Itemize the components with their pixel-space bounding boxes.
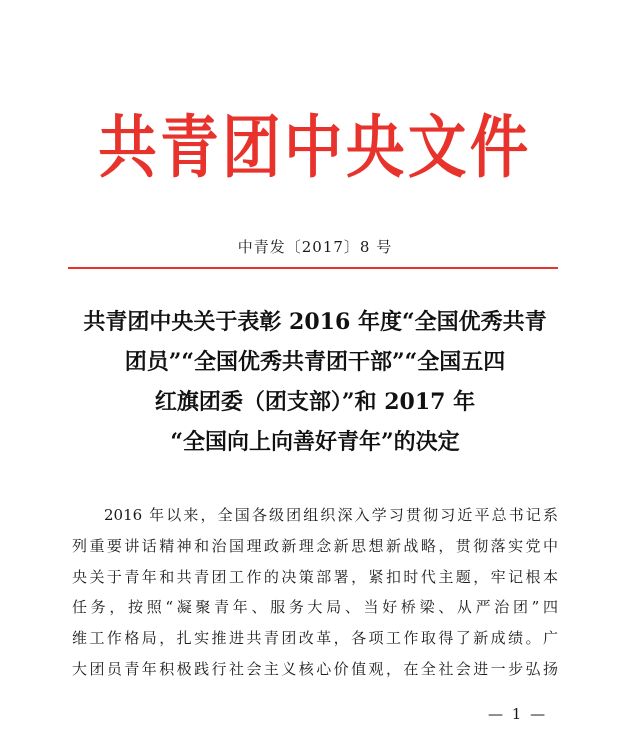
red-divider bbox=[68, 267, 558, 269]
body-line: 任务，按照“凝聚青年、服务大局、当好桥梁、从严治团”四 bbox=[72, 598, 558, 617]
document-title bbox=[40, 302, 590, 462]
document-number: 中青发〔2017〕8 号 bbox=[237, 238, 393, 256]
body-line: 维工作格局，扎实推进共青团改革，各项工作取得了新成绩。广 bbox=[72, 629, 558, 648]
title-line: “全国向上向善好青年”的决定 bbox=[170, 429, 460, 455]
title-line: 共青团中央关于表彰 2016 年度“全国优秀共青 bbox=[83, 309, 547, 335]
body-line: 列重要讲话精神和治国理政新理念新思想新战略，贯彻落实党中 bbox=[72, 536, 558, 555]
body-line: 大团员青年积极践行社会主义核心价值观，在全社会进一步弘扬 bbox=[72, 659, 558, 678]
masthead-title: 共青团中央文件 bbox=[98, 108, 532, 188]
title-line: 红旗团委（团支部）”和 2017 年 bbox=[154, 389, 476, 415]
title-line: 团员”“全国优秀共青团干部”“全国五四 bbox=[124, 349, 506, 375]
body-line: 2016 年以来，全国各级团组织深入学习贯彻习近平总书记系 bbox=[104, 506, 558, 524]
body-paragraph bbox=[72, 500, 558, 685]
body-line: 央关于青年和共青团工作的决策部署，紧扣时代主题，牢记根本 bbox=[72, 567, 558, 586]
page-number: — 1 — bbox=[488, 705, 548, 723]
